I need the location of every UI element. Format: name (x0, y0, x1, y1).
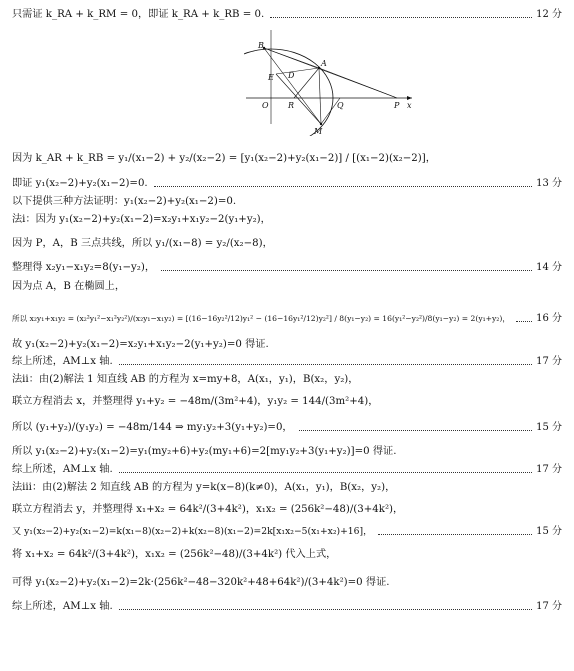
line-12 (12, 373, 562, 386)
line-EA (276, 68, 319, 74)
label-P: P (394, 101, 400, 110)
label-x: x (407, 101, 412, 110)
line-2 (12, 152, 562, 165)
dot-leader (119, 609, 532, 610)
line-18-text: 联立方程消去 y，并整理得 x₁+x₂ = 64k²/(3+4k²)，x₁x₂ = (256k²−48)/(3+4k²)， (12, 504, 404, 515)
dot-leader (270, 17, 532, 18)
line-7-score: 14 分 (536, 262, 562, 273)
line-13 (12, 395, 562, 408)
line-15-text: 所以 y₁(x₂−2)+y₂(x₁−2)=y₁(my₂+6)+y₂(my₁+6)=2[my₁y₂+3(y₁+y₂)]=0 得证. (12, 446, 397, 457)
point-M (320, 123, 322, 125)
line-1-score: 12 分 (536, 9, 562, 20)
dot-leader (378, 534, 532, 535)
dot-leader (161, 270, 532, 271)
line-3 (12, 177, 562, 190)
line-13-text: 联立方程消去 x，并整理得 y₁+y₂ = −48m/(3m²+4)，y₁y₂ = 144/(3m²+4)， (12, 396, 379, 407)
line-EM (276, 74, 321, 124)
line-17-text: 法ⅲ：由(2)解法 2 知直线 AB 的方程为 y=k(x−8)(k≠0)，A(x₁，y₁)，B(x₂，y₂)， (12, 482, 396, 493)
line-22-text: 综上所述，AM⊥x 轴. (12, 601, 113, 612)
dot-leader (299, 430, 532, 431)
line-10 (12, 338, 562, 351)
line-17 (12, 481, 562, 494)
dot-leader (516, 321, 532, 322)
line-11 (12, 355, 562, 368)
line-16-text: 综上所述，AM⊥x 轴. (12, 464, 113, 475)
line-14 (12, 421, 562, 434)
line-1 (12, 8, 562, 21)
line-15 (12, 445, 562, 458)
line-BM (264, 48, 321, 124)
line-9 (12, 312, 562, 325)
line-4-text: 以下提供三种方法证明：y₁(x₂−2)+y₂(x₁−2)=0. (12, 196, 237, 207)
label-D: D (288, 71, 295, 80)
x-axis-arrow (407, 96, 412, 100)
line-16-score: 17 分 (536, 464, 562, 475)
line-20 (12, 548, 562, 561)
line-9-score: 16 分 (536, 313, 562, 324)
line-6 (12, 237, 562, 250)
line-5 (12, 213, 562, 226)
line-3-text: 即证 y₁(x₂−2)+y₂(x₁−2)=0. (12, 178, 148, 189)
line-6-text: 因为 P，A，B 三点共线，所以 y₁/(x₁−8) = y₂/(x₂−8)， (12, 238, 273, 249)
line-4 (12, 195, 562, 208)
label-O: O (262, 101, 269, 110)
line-2-text: 因为 k_AR + k_RB = y₁/(x₁−2) + y₂/(x₂−2) = [y₁(x₂−2)+y₂(x₁−2)] / [(x₁−2)(x₂−2)]， (12, 153, 436, 164)
line-BA (264, 48, 319, 68)
line-19-text: 又 y₁(x₂−2)+y₂(x₁−2)=k(x₁−8)(x₂−2)+k(x₂−8)(x₁−2)=2k[x₁x₂−5(x₁+x₂)+16]， (12, 526, 373, 537)
label-B: B (258, 41, 264, 50)
line-20-text: 将 x₁+x₂ = 64k²/(3+4k²)，x₁x₂ = (256k²−48)/(3+4k²) 代入上式， (12, 549, 337, 560)
dot-leader (119, 472, 532, 473)
line-14-text: 所以 (y₁+y₂)/(y₁y₂) = −48m/144 ⇒ my₁y₂+3(y₁+y₂)=0， (12, 422, 293, 433)
line-AM (319, 68, 321, 124)
line-9-text: 所以 x₂y₁+x₁y₂ = (x₂²y₁²−x₁²y₂²)/(x₂y₁−x₁y₂) = [(16−16y₂²/12)y₁² − (16−16y₁²/12)y₂²] / 8(y₁−y₂) = 16(y₁²−y₂²)/8(y₁−y₂) = 2(y₁+y₂)， (12, 314, 510, 323)
line-7-text: 整理得 x₂y₁−x₁y₂=8(y₁−y₂)， (12, 262, 156, 273)
point-A (318, 67, 320, 69)
line-18 (12, 503, 562, 516)
line-21-text: 可得 y₁(x₂−2)+y₂(x₁−2)=2k·(256k²−48−320k²+48+64k²)/(3+4k²)=0 得证. (12, 577, 390, 588)
label-M: M (314, 127, 323, 136)
line-22 (12, 600, 562, 613)
line-5-text: 法ⅰ：因为 y₁(x₂−2)+y₂(x₁−2)=x₂y₁+x₁y₂−2(y₁+y₂)， (12, 214, 271, 225)
line-21 (12, 576, 562, 589)
line-10-text: 故 y₁(x₂−2)+y₂(x₁−2)=x₂y₁+x₁y₂−2(y₁+y₂)=0 得证. (12, 339, 269, 350)
line-11-score: 17 分 (536, 356, 562, 367)
line-14-score: 15 分 (536, 422, 562, 433)
label-R: R (288, 101, 295, 110)
line-12-text: 法ⅱ：由(2)解法 1 知直线 AB 的方程为 x=my+8，A(x₁，y₁)，B(x₂，y₂)， (12, 374, 359, 385)
ellipse-diagram (244, 28, 414, 136)
line-16 (12, 463, 562, 476)
label-E: E (268, 73, 274, 82)
label-Q: Q (337, 101, 344, 110)
line-AR (294, 68, 319, 98)
dot-leader (119, 364, 532, 365)
label-A: A (321, 59, 327, 68)
line-19-score: 15 分 (536, 526, 562, 537)
line-11-text: 综上所述，AM⊥x 轴. (12, 356, 113, 367)
line-19 (12, 525, 562, 538)
line-8 (12, 280, 562, 293)
line-1-text: 只需证 k_RA + k_RM = 0，即证 k_RA + k_RB = 0. (12, 9, 265, 20)
line-3-score: 13 分 (536, 178, 562, 189)
line-AP (319, 68, 397, 98)
line-8-text: 因为点 A，B 在椭圆上， (12, 281, 126, 292)
dot-leader (154, 186, 532, 187)
line-22-score: 17 分 (536, 601, 562, 612)
line-7 (12, 261, 562, 274)
